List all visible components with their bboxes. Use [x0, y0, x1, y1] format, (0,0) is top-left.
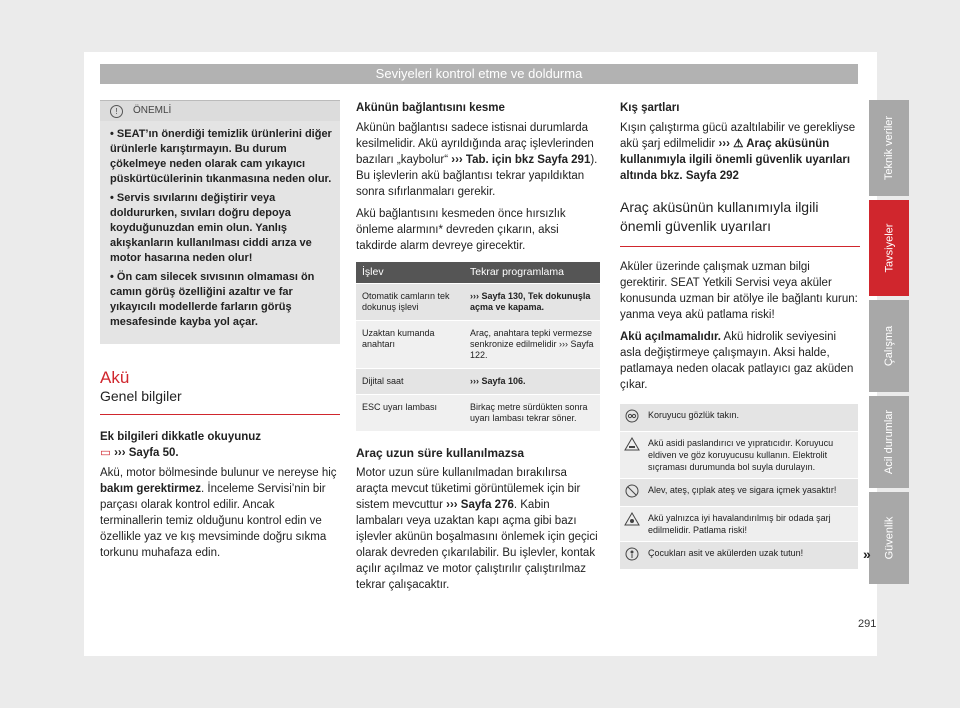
tab-acil-durumlar[interactable]: [869, 396, 909, 488]
guvenlik-title-box: [620, 190, 860, 247]
text: Akünün bağlantısı sadece istisnai durumlarda kesilmelidir. Akü ayrıldığında araç işlevlerinden bazıları „kaybolur“: [356, 122, 594, 166]
tab-calisma[interactable]: [869, 300, 909, 392]
table-cell: ››› Sayfa 106.: [464, 369, 600, 395]
table-cell: Uzaktan kumanda anahtarı: [356, 321, 464, 369]
kesme-p1: [356, 120, 600, 200]
tab-label: Acil durumlar: [883, 409, 895, 475]
guvenlik-title: Araç aküsünün kullanımıyla ilgili önemli güvenlik uyarıları: [620, 199, 819, 234]
no-fire-icon: [620, 479, 644, 506]
text: Motor uzun süre kullanılmadan bırakılırsa araçta mevcut tüketimi görüntülemek için bir sistem mevcuttur: [356, 467, 581, 511]
warning-item: • Ön cam silecek sıvısının olmaması ön camın görüş özelliğini azaltır ve far yıkayıcılı modellerde farların görüş mesafesinde kayba yol açar.: [110, 271, 315, 328]
column-middle: [356, 100, 600, 599]
list-item: [620, 541, 858, 569]
text: Akü hidrolik seviyesini asla değiştirmeye çalışmayın. Aksi halde, patlamaya neden olacak patlayıcı gaz aküden çıkar.: [620, 331, 854, 391]
column-right: [620, 100, 860, 569]
kis-title: Kış şartları: [620, 102, 680, 114]
table-row: [356, 369, 600, 395]
page-link[interactable]: ››› ⚠ Araç aküsünün kullanımıyla ilgili önemli güvenlik uyarıları altında bkz. Sayfa 292: [620, 138, 851, 182]
list-item-text: Akü yalnızca iyi havalandırılmış bir odada şarj edilmelidir. Patlama riski!: [648, 513, 831, 535]
column-left: [100, 100, 340, 567]
aku-body: [100, 465, 340, 561]
list-item: [620, 506, 858, 541]
page-header: Seviyeleri kontrol etme ve doldurma: [100, 64, 858, 84]
table-row: [356, 321, 600, 369]
table-header: İşlev: [356, 262, 464, 284]
warning-box: [100, 100, 340, 344]
tab-label: Güvenlik: [883, 516, 896, 560]
ek-bilgi-link[interactable]: ››› Sayfa 50.: [114, 447, 179, 459]
kesme-p2: Akü bağlantısını kesmeden önce hırsızlık önleme alarmını* devreden çıkarın, aksi takdirde alarm devreye girecektir.: [356, 208, 566, 252]
table-cell: ESC uyarı lambası: [356, 395, 464, 432]
warning-title: ÖNEMLİ: [133, 105, 172, 116]
goggles-icon: [620, 404, 644, 431]
table-cell: ››› Sayfa 130, Tek dokunuşla açma ve kapama.: [464, 284, 600, 321]
kis-body: [620, 120, 860, 184]
tab-label: Teknik veriler: [883, 115, 895, 181]
list-item: [620, 431, 858, 478]
text-bold: Akü açılmamalıdır.: [620, 331, 721, 343]
subsection-title: Genel bilgiler: [100, 388, 182, 404]
explosive-icon: [620, 507, 644, 541]
tab-teknik-veriler[interactable]: [869, 100, 909, 196]
warning-body: [100, 121, 340, 344]
corrosive-icon: [620, 432, 644, 478]
list-item: [620, 478, 858, 506]
list-item-text: Çocukları asit ve akülerden uzak tutun!: [648, 548, 804, 558]
section-title: Akü: [100, 368, 130, 387]
page-number: 291: [858, 618, 877, 630]
table-cell: Otomatik camların tek dokunuş işlevi: [356, 284, 464, 321]
page-link[interactable]: ››› Sayfa 276: [446, 499, 514, 511]
list-item-text: Akü asidi paslandırıcı ve yıpratıcıdır. Koruyucu eldiven ve göz koruyucusu kullanın. Elektrolit sıçraması durumunda bol suyla durulayın.: [648, 438, 834, 472]
text: . Kabin lambaları veya uzaktan kapı açma gibi bazı işlevler akünün boşalmasını önlemek için geçici olarak devreden çıkarılabilir. Bu işlevler, kontak açılır açılmaz ve motor çalıştırılır çalıştırılmaz tekrar çalışacaktır.: [356, 499, 598, 591]
book-icon: ▭: [100, 447, 111, 459]
list-item-text: Koruyucu gözlük takın.: [648, 410, 740, 420]
text: Kışın çalıştırma gücü azaltılabilir ve gerekliyse akü şarj edilmelidir: [620, 122, 856, 150]
uzun-title: Araç uzun süre kullanılmazsa: [356, 446, 525, 460]
table-cell: Araç, anahtara tepki vermezse senkronize edilmelidir ››› Sayfa 122.: [464, 321, 600, 369]
text: ). Bu işlevlerin akü bağlantısı tekrar yapıldıktan sonra sıfırlanmaları gerekir.: [356, 154, 598, 198]
text: Akü, motor bölmesinde bulunur ve nereyse hiç: [100, 467, 337, 479]
guvenlik-p2: [620, 329, 860, 393]
functions-table: [356, 262, 600, 431]
guvenlik-p1: Aküler üzerinde çalışmak uzman bilgi gerektirir. SEAT Yetkili Servisi veya aküler konusunda uzman bir atölye ile bağlantı kurun: yanma veya akü patlama riski!: [620, 261, 858, 321]
text: . İnceleme Servisi’nin bir parçası olarak kontrol edilir. Ancak terminallerin temiz olduğunu kontrol edin ve özellikle yaz ve kış mevsiminde doğru sıkma torkunu muhafaza edin.: [100, 483, 327, 559]
safety-list: [620, 403, 858, 569]
tab-tavsiyeler[interactable]: [869, 200, 909, 296]
tab-label: Çalışma: [883, 325, 895, 367]
kesme-title: Akünün bağlantısını kesme: [356, 102, 505, 114]
tab-guvenlik[interactable]: [869, 492, 909, 584]
list-item: [620, 403, 858, 431]
table-row: [356, 284, 600, 321]
warning-header: [100, 101, 340, 121]
list-item-text: Alev, ateş, çıplak ateş ve sigara içmek yasaktır!: [648, 485, 837, 495]
subsection-rule: [100, 388, 340, 415]
uzun-body: [356, 465, 600, 593]
info-icon: !: [110, 105, 123, 118]
table-cell: Dijital saat: [356, 369, 464, 395]
ek-bilgi-title: Ek bilgileri dikkatle okuyunuz: [100, 431, 262, 443]
aku-section: [100, 370, 340, 561]
tab-label: Tavsiyeler: [883, 223, 895, 273]
text-bold: bakım gerektirmez: [100, 483, 201, 495]
table-header: Tekrar programlama: [464, 262, 600, 284]
table-row: [356, 395, 600, 432]
keep-children-away-icon: [620, 542, 644, 569]
table-cell: Birkaç metre sürdükten sonra uyarı lambası tekrar söner.: [464, 395, 600, 432]
continue-mark: »: [863, 546, 871, 562]
page-link[interactable]: ››› Tab. için bkz Sayfa 291: [451, 154, 591, 166]
warning-item: • Servis sıvılarını değiştirir veya doldururken, sıvıları doğru depoya koyduğunuzdan emin olun. Yanlış akışkanların kullanılması ciddi arıza ve motor hasarına neden olur!: [110, 192, 312, 264]
warning-item: • SEAT’ın önerdiği temizlik ürünlerini diğer ürünlerle karıştırmayın. Bu durum çökelmeye neden olarak cam yıkayıcı püskürtücülerinin tıkanmasına neden olur.: [110, 128, 332, 185]
